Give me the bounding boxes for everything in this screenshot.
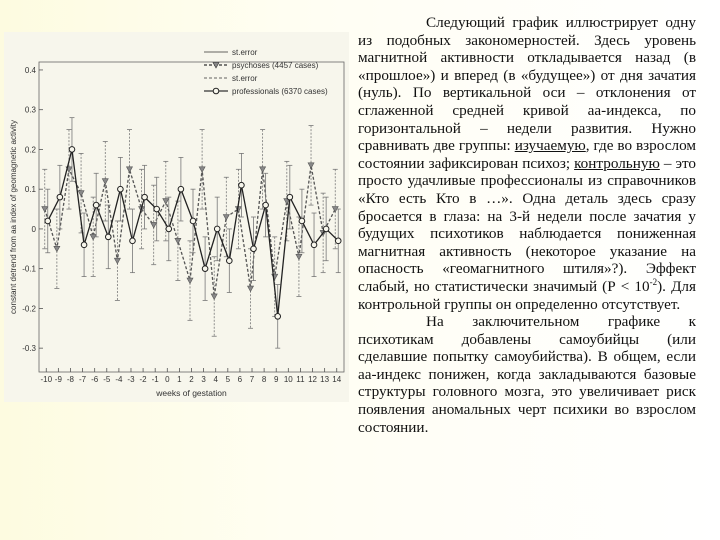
x-tick-label: -5 [103,375,111,384]
data-point [142,194,148,200]
data-point [130,238,136,244]
paragraph-1-part-e: – это просто удачливые профессионалы из справочников «Кто есть Кто в …». Одна деталь здесь сразу бросается в глаза: на 3-й недели после зачатия у будущих психотиков наблюдается пониженная магнитная активность (некоторое указание на опасность «геомагнитного штиля»?). Эффект слабый, но статистически значимый (Р < 10 [358,154,696,295]
paragraph-2: На заключительном графике к психотикам добавлены самоубийцы (или сделавшие попытку самоубийства). В общем, если аа-индекс понижен, когда закладываются базовые структуры головного мозга, это увеличивает риск появления аномальных черт психики во взрослом состоянии. [358,313,696,436]
data-point [335,238,341,244]
data-point [227,258,233,264]
y-tick-label: -0.2 [22,304,36,314]
x-tick-label: -6 [91,375,99,384]
x-tick-label: 14 [332,375,342,384]
exponent: -2 [649,276,658,287]
data-point [126,167,132,173]
data-point [260,167,266,173]
data-point [105,234,111,240]
data-point [323,226,329,232]
paragraph-1 [358,14,696,313]
x-tick-label: -7 [79,375,87,384]
data-point [81,242,87,248]
x-tick-label: 5 [225,375,231,384]
x-tick-label: -3 [127,375,135,384]
underlined-control-group: контрольную [574,154,660,172]
data-point [199,167,205,173]
data-point [45,218,51,224]
x-tick-label: 1 [177,375,182,384]
data-point [69,147,75,153]
data-point [187,278,193,284]
data-point [57,194,63,200]
underlined-study-group: изучаемую [514,137,586,155]
data-point [151,222,157,228]
data-point [118,186,124,192]
data-point [102,179,108,185]
data-point [93,202,99,208]
y-tick-label: 0.4 [24,65,36,75]
legend-marker [213,63,219,69]
x-tick-label: 3 [201,375,206,384]
data-point [263,202,269,208]
data-point [239,182,245,188]
paragraph-1-part-c: , где во взрослом состоянии зафиксирован психоз; [358,137,696,172]
y-tick-label: 0.3 [24,105,36,115]
x-tick-label: 6 [237,375,243,384]
y-tick-label: 0 [31,224,36,234]
data-point [287,194,293,200]
legend-label: psychoses (4457 cases) [232,61,319,70]
x-tick-label: -4 [115,375,123,384]
x-tick-label: -9 [54,375,62,384]
x-tick-label: 10 [283,375,293,384]
x-tick-label: 9 [273,375,279,384]
data-point [211,294,217,300]
x-tick-label: -10 [40,375,53,384]
x-axis-label: weeks of gestation [156,388,227,398]
y-tick-label: -0.1 [22,264,36,274]
x-tick-label: 12 [308,375,317,384]
legend-label: st.error [232,48,258,57]
chart [4,32,349,402]
x-tick-label: 13 [320,375,330,384]
x-tick-label: 11 [296,375,305,384]
x-tick-label: 2 [189,375,194,384]
legend-label: professionals (6370 cases) [232,87,328,96]
y-axis-label: constant detrend from aa index of geomagnetic activity [9,120,18,314]
data-point [175,238,181,244]
x-tick-label: -1 [151,375,159,384]
data-point [214,226,220,232]
x-tick-label: 4 [213,375,218,384]
x-tick-label: -2 [139,375,147,384]
legend-label: st.error [232,74,258,83]
data-point [190,218,196,224]
data-point [178,186,184,192]
data-point [275,314,281,320]
data-point [308,163,314,169]
y-tick-label: 0.2 [24,145,36,155]
x-tick-label: 0 [165,375,170,384]
data-point [54,246,60,252]
x-tick-label: 7 [249,375,255,384]
data-point [299,218,305,224]
data-point [42,207,48,213]
data-point [166,226,172,232]
paragraph-1-part-a: Следующий график иллюстрирует одну из подобных закономерностей. Здесь уровень магнитной активности откладывается назад (в «прошлое») и вперед (в «будущее») от дня зачатия (нуль). По вертикальной оси – отклонения от сглаженной средней кривой аа-индекса, по горизонтальной – недели развития. Нужно сравнивать две группы: [358,14,696,155]
data-point [248,286,254,292]
legend [204,48,328,96]
x-tick-label: 8 [261,375,267,384]
y-tick-label: -0.3 [22,344,36,354]
data-point [251,246,257,252]
legend-marker [213,88,219,94]
data-point [202,266,208,272]
data-point [78,191,84,197]
data-point [163,199,169,205]
data-point [154,206,160,212]
text-column [358,14,696,436]
scanned-figure [4,32,349,402]
data-point [311,242,317,248]
data-point [223,215,229,221]
data-point [296,254,302,260]
y-tick-label: 0.1 [24,185,36,195]
x-tick-label: -8 [66,375,75,384]
data-point [114,258,120,264]
paragraph-1-part-f: ). Для контрольной группы он определенно отсутствует. [358,277,696,313]
